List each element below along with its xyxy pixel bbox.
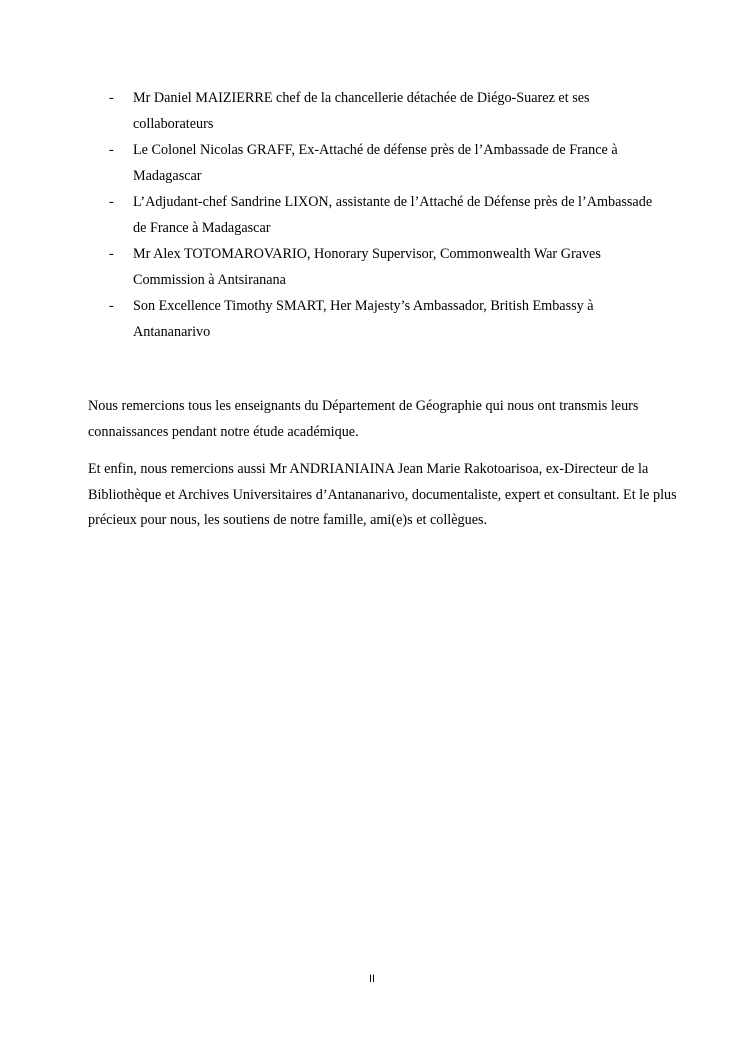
teachers-paragraph-block	[88, 394, 678, 445]
list-item	[0, 85, 744, 137]
list-item-text: Mr Daniel MAIZIERRE chef de la chancellerie détachée de Diégo-Suarez et ses collaborateurs	[133, 90, 590, 132]
list-dash: -	[109, 194, 114, 210]
list-item-text: Le Colonel Nicolas GRAFF, Ex-Attaché de défense près de l’Ambassade de France à Madagascar	[133, 142, 618, 184]
list-dash: -	[109, 90, 114, 106]
final-paragraph: Et enfin, nous remercions aussi Mr ANDRIANIAINA Jean Marie Rakotoarisoa, ex-Directeur de la Bibliothèque et Archives Universitaires d’Antananarivo, documentaliste, expert et consultant. Et le plus précieux pour nous, les soutiens de notre famille, ami(e)s et collègues.	[88, 461, 677, 529]
list-item-text: Mr Alex TOTOMAROVARIO, Honorary Supervisor, Commonwealth War Graves Commission à Antsiranana	[133, 246, 601, 288]
list-item	[0, 137, 744, 189]
teachers-paragraph: Nous remercions tous les enseignants du Département de Géographie qui nous ont transmis leurs connaissances pendant notre étude académique.	[88, 398, 639, 440]
acknowledgement-list	[0, 85, 744, 345]
list-dash: -	[109, 298, 114, 314]
list-item-text: Son Excellence Timothy SMART, Her Majesty’s Ambassador, British Embassy à Antananarivo	[133, 298, 594, 340]
list-item	[0, 189, 744, 241]
list-dash: -	[109, 246, 114, 262]
list-dash: -	[109, 142, 114, 158]
list-item	[0, 241, 744, 293]
list-item-text: L’Adjudant-chef Sandrine LIXON, assistante de l’Attaché de Défense près de l’Ambassade de France à Madagascar	[133, 194, 653, 236]
list-item	[0, 293, 744, 345]
final-paragraph-block	[88, 457, 678, 534]
page-number: II	[368, 973, 376, 985]
